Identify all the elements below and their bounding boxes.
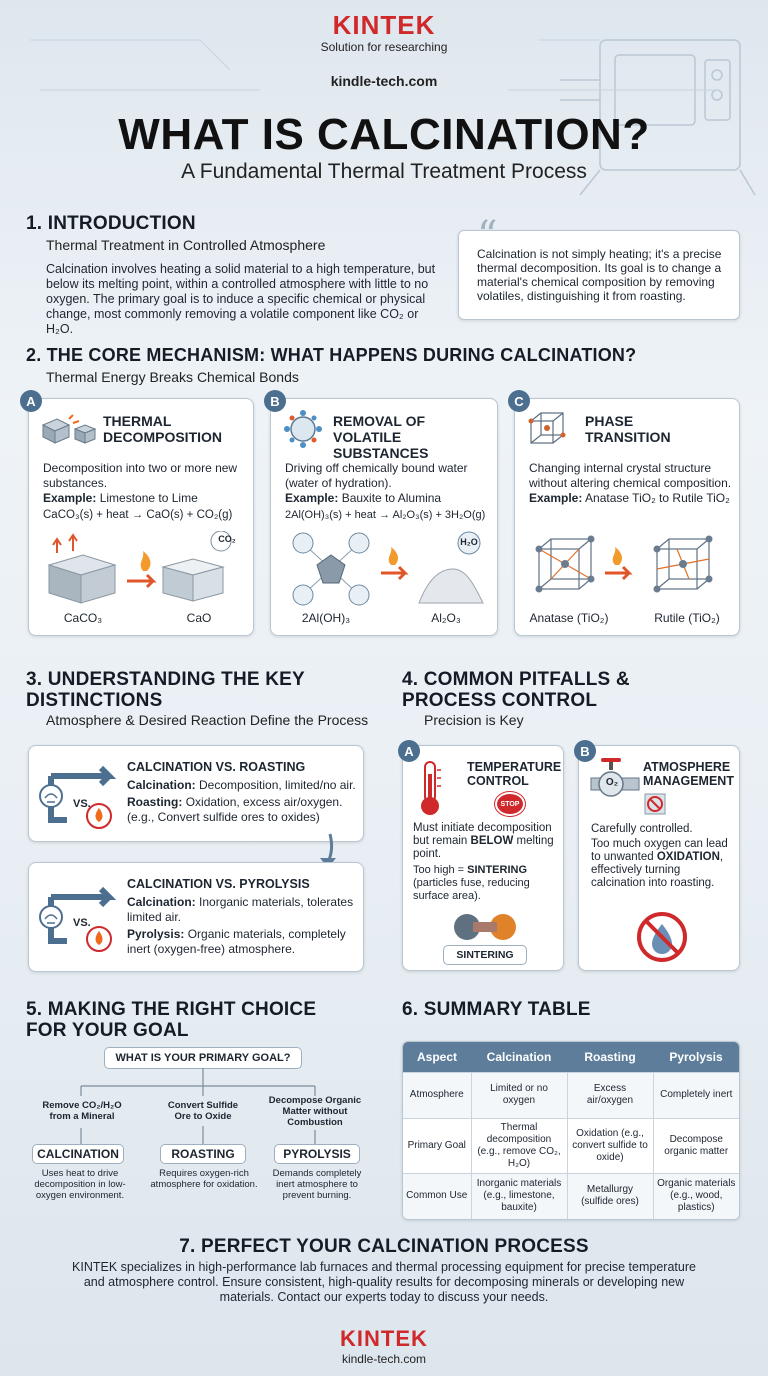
card-b-bubble: H₂O <box>460 537 478 547</box>
no-oxygen-icon <box>643 792 667 816</box>
card-b-title: REMOVAL OF VOLATILE SUBSTANCES <box>333 413 429 461</box>
card-a-equation: CaCO₃(s) + heat → CaO(s) + CO₂(g) <box>43 509 233 521</box>
temperature-p1-a: Must initiate decomposition but remain <box>413 822 552 847</box>
process-calcination-button[interactable]: CALCINATION <box>32 1144 124 1164</box>
card-b-example-text: Bauxite to Alumina <box>341 491 442 505</box>
no-oxidation-icon <box>635 910 689 964</box>
card-a-badge: A <box>20 390 42 412</box>
stop-sign-label: STOP <box>500 800 520 808</box>
desc-pyrolysis: Demands completely inert atmosphere to prevent burning. <box>272 1168 362 1201</box>
choice-heading: 5. MAKING THE RIGHT CHOICE FOR YOUR GOAL <box>26 999 317 1041</box>
card-c-right-label: Rutile (TiO₂) <box>654 611 720 625</box>
summary-table <box>402 1041 740 1220</box>
card-a-bubble: CO₂ <box>218 534 236 544</box>
distinction-card-roasting <box>28 745 364 842</box>
page-title: WHAT IS CALCINATION? <box>118 110 650 159</box>
col-roasting: Roasting <box>567 1042 653 1072</box>
card-a-example <box>43 491 243 506</box>
thermometer-icon <box>415 758 445 818</box>
table-cell: Organic materials (e.g., wood, plastics) <box>653 1173 739 1219</box>
card-a-title: THERMAL DECOMPOSITION <box>103 413 223 445</box>
pitfalls-subheading: Precision is Key <box>424 712 524 728</box>
header-url[interactable]: kindle-tech.com <box>330 73 438 89</box>
header-logo[interactable]: KINTEK <box>332 10 436 40</box>
desc-calcination: Uses heat to drive decomposition in low-oxygen environment. <box>34 1168 126 1201</box>
mechanism-subheading: Thermal Energy Breaks Chemical Bonds <box>46 369 299 385</box>
table-cell: Excess air/oxygen <box>567 1072 653 1118</box>
table-cell: Oxidation (e.g., convert sulfide to oxide) <box>567 1118 653 1173</box>
intro-heading: 1. INTRODUCTION <box>26 213 196 234</box>
pitfall-card-temperature <box>402 745 564 971</box>
atmosphere-p2-a: Too much oxygen can lead to unwanted <box>591 838 728 863</box>
summary-heading: 6. SUMMARY TABLE <box>402 999 591 1020</box>
roasting-line1-text: Decomposition, limited/no air. <box>199 778 356 792</box>
page-subtitle: A Fundamental Thermal Treatment Process <box>181 160 587 183</box>
pitfalls-heading: 4. COMMON PITFALLS & PROCESS CONTROL <box>402 669 630 711</box>
table-row <box>403 1118 739 1173</box>
card-b-left-label: 2Al(OH)₃ <box>301 611 351 625</box>
desc-roasting: Requires oxygen-rich atmosphere for oxidation. <box>150 1168 258 1190</box>
card-c-example-text: Anatase TiO₂ to Rutile TiO₂ <box>585 491 730 505</box>
table-cell: Decompose organic matter <box>653 1118 739 1173</box>
intro-subheading: Thermal Treatment in Controlled Atmosphere <box>46 237 326 253</box>
atmosphere-p2-b: OXIDATION <box>656 851 720 863</box>
molecule-icon <box>281 407 325 451</box>
roasting-title: CALCINATION VS. ROASTING <box>127 760 306 774</box>
footer-url[interactable]: kindle-tech.com <box>341 1352 427 1366</box>
card-c-left-label: Anatase (TiO₂) <box>529 611 609 625</box>
card-c-badge: C <box>508 390 530 412</box>
mechanism-heading: 2. THE CORE MECHANISM: WHAT HAPPENS DURING CALCINATION? <box>26 345 637 365</box>
pyrolysis-line1 <box>127 895 359 925</box>
temperature-p1 <box>413 822 561 861</box>
table-cell: Atmosphere <box>403 1072 471 1118</box>
col-aspect: Aspect <box>403 1042 471 1072</box>
intro-quote: Calcination is not simply heating; it's a precise thermal decomposition. Its goal is to change a material's chemical composition by removing volatiles, distinguishing it from roasting. <box>477 247 722 303</box>
card-a-body: Decomposition into two or more new substances. <box>43 461 238 490</box>
anatase-to-rutile-illustration <box>529 529 729 609</box>
temperature-p2 <box>413 864 561 903</box>
distinctions-subheading: Atmosphere & Desired Reaction Define the Process <box>46 712 369 728</box>
intro-body: Calcination involves heating a solid material to a high temperature, but below its melting point, within a controlled atmosphere with little to no oxygen. The primary goal is to induce a specific chemical or physical change, most commonly removing a volatile component like CO₂ or H₂O. <box>46 262 436 336</box>
atmosphere-p2 <box>591 838 736 890</box>
atmosphere-p1: Carefully controlled. <box>591 823 693 835</box>
intro-quote-card <box>458 213 740 320</box>
process-roasting-button[interactable]: ROASTING <box>160 1144 246 1164</box>
card-a-right-label: CaO <box>186 611 212 625</box>
table-cell: Completely inert <box>653 1072 739 1118</box>
cube-split-icon <box>39 411 99 447</box>
distinctions-heading: 3. UNDERSTANDING THE KEY DISTINCTIONS <box>26 669 305 711</box>
sintering-particles-icon <box>447 912 523 942</box>
table-cell: Primary Goal <box>403 1118 471 1173</box>
header-tagline: Solution for researching <box>320 40 448 54</box>
temperature-p2-b: SINTERING <box>467 864 528 876</box>
card-c-example <box>529 491 734 506</box>
card-b-equation: 2Al(OH)₃(s) + heat → Al₂O₃(s) + 3H₂O(g) <box>285 509 486 521</box>
atmosphere-p2-c: , effectively turning calcination into roasting. <box>591 851 724 889</box>
atmosphere-title: ATMOSPHERE MANAGEMENT <box>643 760 734 788</box>
col-calcination: Calcination <box>471 1042 567 1072</box>
card-b-right-label: Al₂O₃ <box>431 611 461 625</box>
cta-body: KINTEK specializes in high-performance lab furnaces and thermal processing equipment for precise temperature and atmosphere control. Ensure consistent, high-quality results for decomposing minerals or developing new materials. Contact our experts today to discuss your needs. <box>72 1260 696 1304</box>
roasting-line2-text: Oxidation, excess air/oxygen. (e.g., Convert sulfide ores to oxides) <box>127 795 343 824</box>
stop-sign-icon <box>495 792 525 816</box>
quote-icon: “ <box>477 213 498 259</box>
distinction-card-pyrolysis <box>28 862 364 972</box>
card-b-body: Driving off chemically bound water (water of hydration). <box>285 461 468 490</box>
table-cell: Inorganic materials (e.g., limestone, bauxite) <box>471 1173 567 1219</box>
summary-header-row <box>403 1042 739 1072</box>
table-cell: Thermal decomposition (e.g., remove CO₂, H₂O) <box>471 1118 567 1173</box>
card-c-body: Changing internal crystal structure without altering chemical composition. <box>529 461 732 490</box>
pyrolysis-line2-text: Organic materials, completely inert (oxygen-free) atmosphere. <box>127 927 346 956</box>
pyrolysis-line1-text: Inorganic materials, tolerates limited air. <box>127 895 354 924</box>
temperature-title: TEMPERATURE CONTROL <box>467 760 562 788</box>
card-b-badge: B <box>264 390 286 412</box>
card-a-example-text: Limestone to Lime <box>99 491 198 505</box>
mechanism-card-b <box>270 398 498 636</box>
goal-roasting: Convert Sulfide Ore to Oxide <box>167 1100 239 1122</box>
card-c-example-label: Example: <box>529 491 583 505</box>
goal-calcination: Remove CO₂/H₂O from a Mineral <box>42 1100 122 1122</box>
roasting-line2-label: Roasting: <box>127 795 183 809</box>
temperature-p2-a: Too high = <box>413 864 468 876</box>
temperature-p1-b: BELOW <box>470 835 514 847</box>
primary-goal-question: WHAT IS YOUR PRIMARY GOAL? <box>104 1047 302 1069</box>
table-cell: Limited or no oxygen <box>471 1072 567 1118</box>
crystal-lattice-icon <box>527 409 567 449</box>
gas-label: O₂ <box>605 777 619 788</box>
card-a-left-label: CaCO₃ <box>63 611 103 625</box>
pyrolysis-line2-label: Pyrolysis: <box>127 927 185 941</box>
roasting-line1 <box>127 778 359 793</box>
roasting-line1-label: Calcination: <box>127 778 196 792</box>
pitfall-card-atmosphere <box>578 745 740 971</box>
pyrolysis-line1-label: Calcination: <box>127 895 196 909</box>
pyrolysis-vs-label: VS. <box>73 917 91 929</box>
sintering-label: SINTERING <box>443 945 527 965</box>
mechanism-card-c <box>514 398 740 636</box>
table-row <box>403 1173 739 1219</box>
roasting-line2 <box>127 795 359 825</box>
footer-logo[interactable]: KINTEK <box>340 1326 428 1351</box>
process-pyrolysis-button[interactable]: PYROLYSIS <box>274 1144 360 1164</box>
pyrolysis-title: CALCINATION VS. PYROLYSIS <box>127 877 310 891</box>
temperature-p2-c: (particles fuse, reducing surface area). <box>413 877 530 902</box>
roasting-vs-label: VS. <box>73 798 91 810</box>
col-pyrolysis: Pyrolysis <box>653 1042 739 1072</box>
card-c-title: PHASE TRANSITION <box>585 413 671 445</box>
card-a-example-label: Example: <box>43 491 97 505</box>
table-row <box>403 1072 739 1118</box>
mechanism-card-a <box>28 398 254 636</box>
pitfall-a-badge: A <box>398 740 420 762</box>
pitfall-b-badge: B <box>574 740 596 762</box>
card-b-example <box>285 491 485 506</box>
pyrolysis-line2 <box>127 927 359 957</box>
table-cell: Metallurgy (sulfide ores) <box>567 1173 653 1219</box>
limestone-to-lime-illustration <box>43 531 243 611</box>
card-b-example-label: Example: <box>285 491 339 505</box>
roasting-comparison-icon <box>37 756 125 836</box>
cta-heading: 7. PERFECT YOUR CALCINATION PROCESS <box>179 1236 589 1257</box>
goal-pyrolysis: Decompose Organic Matter without Combustion <box>268 1095 362 1128</box>
temperature-p1-c: melting point. <box>413 835 554 860</box>
table-cell: Common Use <box>403 1173 471 1219</box>
